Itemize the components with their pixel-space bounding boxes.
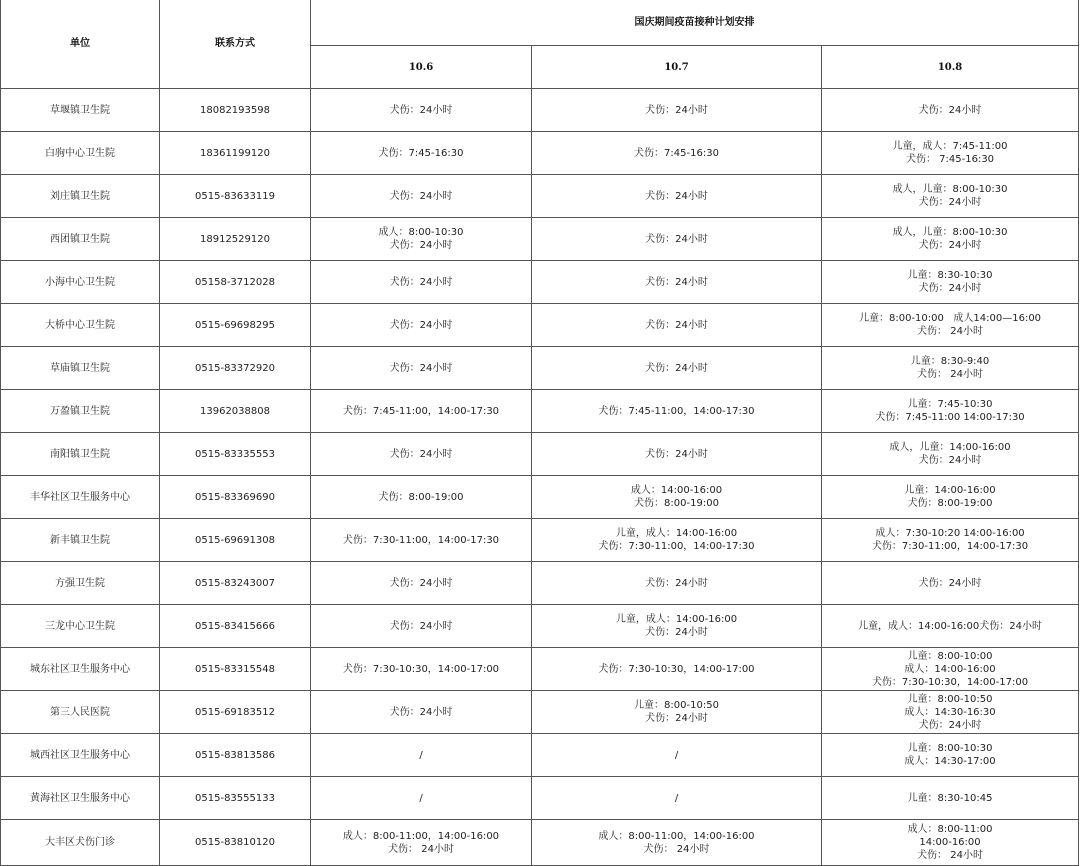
schedule-line: 犬伤：24小时 [645,577,708,589]
phone-cell: 0515-69183512 [160,691,311,734]
header-contact: 联系方式 [160,0,311,89]
table-row [1,777,1079,820]
phone-cell: 0515-83315548 [160,648,311,691]
schedule-line: 犬伤：7:45-16:30 [634,147,719,159]
unit-cell: 草堰镇卫生院 [1,89,160,132]
schedule-cell-3 [822,433,1079,476]
phone-cell: 18912529120 [160,218,311,261]
schedule-line: 犬伤：24小时 [645,713,708,724]
table-row [1,691,1079,734]
schedule-cell-1 [311,89,532,132]
schedule-line: 犬伤：7:45-11:00，14:00-17:30 [598,405,755,417]
schedule-cell-1 [311,175,532,218]
schedule-line: 儿童：7:45-10:30 [907,399,993,410]
table-row [1,304,1079,347]
schedule-cell-2 [532,562,822,605]
header-unit: 单位 [1,0,160,89]
schedule-cell-1 [311,476,532,519]
schedule-cell-3 [822,89,1079,132]
schedule-line: 犬伤： 7:45-16:30 [905,154,995,165]
schedule-cell-1 [311,820,532,866]
schedule-line: 犬伤：24小时 [389,104,453,116]
schedule-line: 犬伤：7:30-11:00，14:00-17:30 [871,541,1029,552]
schedule-cell-2 [532,304,822,347]
schedule-line: 成人，儿童：8:00-10:30 [892,227,1008,238]
schedule-line: 犬伤：7:30-11:00，14:00-17:30 [342,534,500,546]
schedule-line: 犬伤：24小时 [645,362,708,374]
schedule-cell-2 [532,347,822,390]
unit-cell: 小海中心卫生院 [1,261,160,304]
unit-cell: 西团镇卫生院 [1,218,160,261]
schedule-line: 儿童：14:00-16:00 [904,485,996,496]
schedule-line: 犬伤：24小时 [918,283,982,294]
schedule-cell-3 [822,519,1079,562]
unit-cell: 草庙镇卫生院 [1,347,160,390]
header-date-1: 10.6 [311,46,532,89]
schedule-line: 犬伤： 24小时 [917,369,983,380]
schedule-line: 犬伤：8:00-19:00 [634,498,719,509]
schedule-cell-2 [532,175,822,218]
schedule-line: 犬伤：24小时 [645,319,708,331]
unit-cell: 大桥中心卫生院 [1,304,160,347]
schedule-cell-2 [532,433,822,476]
phone-cell: 0515-83415666 [160,605,311,648]
schedule-cell-3 [822,777,1079,820]
schedule-line: 儿童，成人：14:00-16:00 [615,528,738,539]
header-date-2: 10.7 [532,46,822,89]
table-row [1,562,1079,605]
unit-cell: 大丰区犬伤门诊 [1,820,160,866]
phone-cell: 13962038808 [160,390,311,433]
schedule-cell-3 [822,347,1079,390]
schedule-line: 成人：14:00-16:00 [904,663,996,675]
schedule-cell-2 [532,777,822,820]
schedule-line: 犬伤：24小时 [645,190,708,202]
schedule-line: 14:00-16:00 [919,837,981,848]
schedule-cell-1 [311,390,532,433]
unit-cell: 白驹中心卫生院 [1,132,160,175]
schedule-line: 犬伤： 24小时 [643,843,710,855]
schedule-cell-3 [822,476,1079,519]
schedule-cell-2 [532,820,822,866]
table-row [1,433,1079,476]
schedule-cell-3 [822,648,1079,691]
phone-cell: 18082193598 [160,89,311,132]
schedule-line: 成人：7:30-10:20 14:00-16:00 [875,528,1025,539]
schedule-line: 犬伤：7:30-10:30，14:00-17:00 [871,676,1029,688]
schedule-line: 犬伤：7:30-10:30，14:00-17:00 [342,663,500,675]
schedule-line: 儿童，成人：7:45-11:00 [892,141,1008,152]
table-row [1,132,1079,175]
unit-cell: 黄海社区卫生服务中心 [1,777,160,820]
schedule-cell-2 [532,734,822,777]
schedule-line: 儿童，成人：14:00-16:00犬伤：24小时 [858,620,1042,632]
schedule-line: 儿童：8:00-10:50 [634,700,719,711]
header-date-3: 10.8 [822,46,1079,89]
table-row [1,519,1079,562]
schedule-line: 犬伤：24小时 [918,197,982,208]
schedule-cell-1 [311,218,532,261]
schedule-cell-2 [532,691,822,734]
schedule-line: 犬伤：7:45-11:00，14:00-17:30 [342,405,500,417]
table-row [1,820,1079,866]
phone-cell: 0515-83813586 [160,734,311,777]
schedule-cell-2 [532,132,822,175]
table-row [1,261,1079,304]
schedule-line: 成人：8:00-11:00 [907,824,993,835]
phone-cell: 18361199120 [160,132,311,175]
schedule-line: 儿童：8:00-10:00 成人14:00—16:00 [858,313,1042,324]
schedule-cell-1 [311,562,532,605]
schedule-cell-3 [822,605,1079,648]
schedule-cell-1 [311,304,532,347]
schedule-line: 犬伤：24小时 [389,362,453,374]
schedule-line: 犬伤：24小时 [389,190,453,202]
schedule-cell-3 [822,734,1079,777]
schedule-line: 犬伤：24小时 [918,719,982,731]
schedule-line: 成人：8:00-11:00，14:00-16:00 [598,830,755,842]
schedule-line: 犬伤：7:30-10:30，14:00-17:00 [598,663,755,675]
schedule-line: 犬伤：24小时 [645,104,708,116]
schedule-cell-1 [311,648,532,691]
schedule-line: 犬伤：7:45-16:30 [378,147,464,159]
schedule-line: 儿童：8:30-10:30 [907,270,993,281]
schedule-line: / [419,792,423,804]
unit-cell: 刘庄镇卫生院 [1,175,160,218]
unit-cell: 三龙中心卫生院 [1,605,160,648]
schedule-cell-3 [822,218,1079,261]
schedule-line: 成人：8:00-10:30 [378,227,464,238]
schedule-line: 犬伤：8:00-19:00 [378,491,464,503]
schedule-line: 成人：14:00-16:00 [630,485,723,496]
schedule-line: 犬伤：24小时 [645,627,708,638]
table-row [1,605,1079,648]
table-row [1,390,1079,433]
schedule-line: 成人：8:00-11:00，14:00-16:00 [342,830,500,842]
schedule-cell-3 [822,175,1079,218]
schedule-line: 犬伤：24小时 [918,240,982,251]
schedule-line: 犬伤：24小时 [389,577,453,589]
phone-cell: 0515-83555133 [160,777,311,820]
table-row [1,218,1079,261]
schedule-line: 犬伤：24小时 [389,276,453,288]
schedule-cell-3 [822,691,1079,734]
schedule-cell-3 [822,390,1079,433]
schedule-line: 成人：14:30-16:30 [904,706,996,718]
schedule-cell-2 [532,648,822,691]
table-row [1,89,1079,132]
schedule-cell-1 [311,261,532,304]
phone-cell: 0515-83810120 [160,820,311,866]
schedule-line: 犬伤：24小时 [645,233,708,245]
table-row [1,648,1079,691]
phone-cell: 0515-83372920 [160,347,311,390]
schedule-line: 成人，儿童：8:00-10:30 [892,184,1008,195]
schedule-cell-1 [311,734,532,777]
schedule-line: 犬伤：24小时 [389,706,453,718]
phone-cell: 0515-83369690 [160,476,311,519]
unit-cell: 万盈镇卫生院 [1,390,160,433]
schedule-line: / [674,749,679,761]
header-row-top [1,0,1079,46]
unit-cell: 方强卫生院 [1,562,160,605]
schedule-cell-1 [311,691,532,734]
schedule-line: 犬伤：7:30-11:00，14:00-17:30 [598,541,755,552]
phone-cell: 0515-69698295 [160,304,311,347]
schedule-line: 犬伤：24小时 [389,620,453,632]
schedule-line: 犬伤： 24小时 [388,843,454,855]
schedule-cell-2 [532,89,822,132]
schedule-line: 犬伤：24小时 [918,577,982,589]
table-row [1,476,1079,519]
schedule-cell-3 [822,562,1079,605]
schedule-line: 犬伤：24小时 [389,448,453,460]
table-body [1,0,1079,866]
schedule-cell-2 [532,605,822,648]
unit-cell: 第三人民医院 [1,691,160,734]
schedule-cell-2 [532,519,822,562]
schedule-cell-1 [311,132,532,175]
schedule-cell-3 [822,261,1079,304]
schedule-cell-1 [311,519,532,562]
schedule-cell-3 [822,304,1079,347]
phone-cell: 0515-83243007 [160,562,311,605]
phone-cell: 0515-83633119 [160,175,311,218]
schedule-cell-1 [311,433,532,476]
schedule-cell-3 [822,132,1079,175]
phone-cell: 0515-83335553 [160,433,311,476]
unit-cell: 丰华社区卫生服务中心 [1,476,160,519]
schedule-line: 犬伤：24小时 [645,448,708,460]
unit-cell: 南阳镇卫生院 [1,433,160,476]
schedule-cell-2 [532,261,822,304]
schedule-line: / [419,749,423,761]
schedule-line: 犬伤：24小时 [389,319,453,331]
schedule-line: 犬伤：24小时 [389,240,453,251]
table-row [1,175,1079,218]
schedule-cell-1 [311,777,532,820]
schedule-line: 儿童：8:00-10:50 [907,693,993,705]
schedule-cell-2 [532,218,822,261]
schedule-cell-1 [311,605,532,648]
schedule-line: 犬伤：24小时 [645,276,708,288]
header-plan-title: 国庆期间疫苗接种计划安排 [311,0,1079,46]
schedule-line: 成人，儿童：14:00-16:00 [889,442,1011,453]
table-row [1,347,1079,390]
schedule-line: 犬伤：24小时 [918,455,982,466]
schedule-line: 儿童：8:00-10:30 [907,743,993,754]
schedule-line: 犬伤： 24小时 [917,850,983,861]
schedule-line: 犬伤：8:00-19:00 [907,498,993,509]
phone-cell: 05158-3712028 [160,261,311,304]
schedule-line: / [674,792,679,804]
table-row [1,734,1079,777]
schedule-line: 成人：14:30-17:00 [904,756,996,767]
schedule-line: 犬伤：24小时 [918,104,982,116]
schedule-line: 儿童：8:30-9:40 [910,356,990,367]
schedule-cell-1 [311,347,532,390]
schedule-cell-2 [532,390,822,433]
schedule-cell-3 [822,820,1079,866]
schedule-line: 犬伤： 24小时 [917,326,983,337]
schedule-line: 犬伤：7:45-11:00 14:00-17:30 [875,412,1025,423]
phone-cell: 0515-69691308 [160,519,311,562]
unit-cell: 城东社区卫生服务中心 [1,648,160,691]
unit-cell: 新丰镇卫生院 [1,519,160,562]
unit-cell: 城西社区卫生服务中心 [1,734,160,777]
schedule-line: 儿童，成人：14:00-16:00 [615,614,738,625]
schedule-line: 儿童：8:30-10:45 [907,792,993,804]
schedule-cell-2 [532,476,822,519]
schedule-line: 儿童：8:00-10:00 [907,650,993,662]
